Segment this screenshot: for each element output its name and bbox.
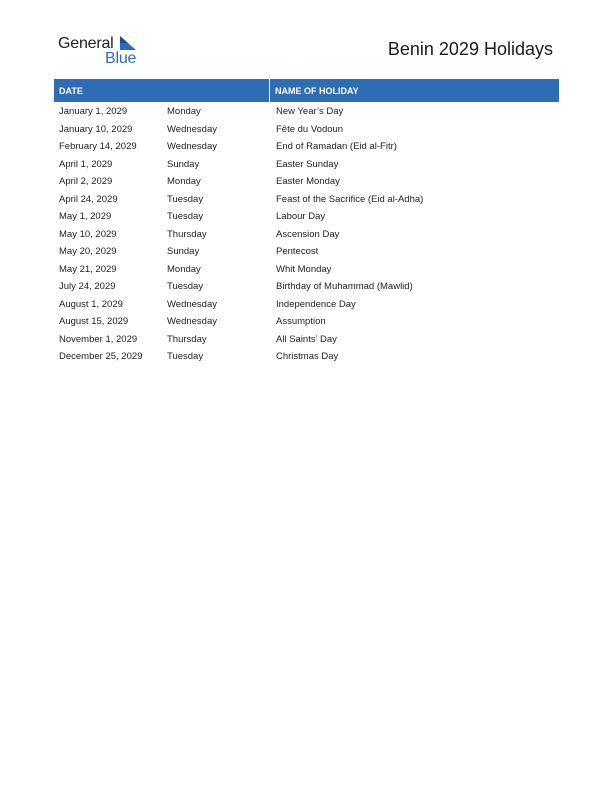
generalblue-logo bbox=[58, 33, 148, 69]
holiday-name: Assumption bbox=[276, 316, 326, 328]
holiday-weekday: Wednesday bbox=[167, 316, 217, 328]
table-row bbox=[54, 156, 559, 174]
holiday-name: Easter Monday bbox=[276, 176, 340, 188]
holiday-name: Feast of the Sacrifice (Eid al-Adha) bbox=[276, 193, 424, 205]
holiday-date: May 10, 2029 bbox=[59, 228, 117, 240]
table-row bbox=[54, 261, 559, 279]
logo-flag-icon bbox=[120, 36, 136, 50]
logo-word-blue: Blue bbox=[105, 50, 137, 67]
holiday-date: April 2, 2029 bbox=[59, 176, 113, 188]
holiday-name: Whit Monday bbox=[276, 263, 332, 275]
holiday-name: End of Ramadan (Eid al-Fitr) bbox=[276, 141, 397, 153]
table-row bbox=[54, 278, 559, 296]
table-row bbox=[54, 173, 559, 191]
holiday-weekday: Monday bbox=[167, 176, 201, 188]
column-header-date: DATE bbox=[54, 79, 270, 102]
holiday-name: Easter Sunday bbox=[276, 158, 339, 170]
holiday-weekday: Thursday bbox=[167, 333, 207, 345]
holiday-name: New Year’s Day bbox=[276, 106, 344, 118]
holiday-date: April 1, 2029 bbox=[59, 158, 113, 170]
holiday-date: January 1, 2029 bbox=[59, 106, 128, 118]
logo-word-general: General bbox=[58, 35, 114, 52]
holiday-date: May 1, 2029 bbox=[59, 211, 112, 223]
holiday-weekday: Sunday bbox=[167, 246, 200, 258]
holiday-name: Ascension Day bbox=[276, 228, 340, 240]
holiday-date: November 1, 2029 bbox=[59, 333, 138, 345]
table-body bbox=[54, 102, 559, 366]
table-row bbox=[54, 243, 559, 261]
table-row bbox=[54, 138, 559, 156]
column-header-name: NAME OF HOLIDAY bbox=[275, 85, 359, 96]
page-title: Benin 2029 Holidays bbox=[387, 39, 553, 59]
holiday-weekday: Tuesday bbox=[167, 193, 204, 205]
holiday-weekday: Thursday bbox=[167, 228, 207, 240]
holiday-weekday: Wednesday bbox=[167, 298, 217, 310]
holiday-date: May 20, 2029 bbox=[59, 246, 117, 258]
holiday-date: August 1, 2029 bbox=[59, 298, 123, 310]
holiday-date: August 15, 2029 bbox=[59, 316, 129, 328]
holiday-name: Christmas Day bbox=[276, 351, 339, 363]
table-row bbox=[54, 191, 559, 209]
table-row bbox=[54, 331, 559, 349]
holiday-name: Pentecost bbox=[276, 246, 319, 258]
holiday-weekday: Monday bbox=[167, 106, 201, 118]
holiday-name: Fête du Vodoun bbox=[276, 123, 344, 135]
holiday-date: December 25, 2029 bbox=[59, 351, 143, 363]
holiday-weekday: Monday bbox=[167, 263, 201, 275]
holiday-date: April 24, 2029 bbox=[59, 193, 118, 205]
holiday-date: February 14, 2029 bbox=[59, 141, 137, 153]
holiday-name: Independence Day bbox=[276, 298, 356, 310]
holiday-weekday: Tuesday bbox=[167, 351, 204, 363]
table-header bbox=[54, 79, 559, 102]
holiday-name: Birthday of Muhammad (Mawlid) bbox=[276, 281, 413, 293]
holiday-weekday: Wednesday bbox=[167, 123, 217, 135]
table-row bbox=[54, 208, 559, 226]
table-row bbox=[54, 103, 559, 121]
holiday-date: July 24, 2029 bbox=[59, 281, 116, 293]
holiday-weekday: Wednesday bbox=[167, 141, 217, 153]
table-row bbox=[54, 296, 559, 314]
table-row bbox=[54, 226, 559, 244]
holiday-date: May 21, 2029 bbox=[59, 263, 117, 275]
table-row bbox=[54, 313, 559, 331]
holiday-name: Labour Day bbox=[276, 211, 326, 223]
holiday-date: January 10, 2029 bbox=[59, 123, 133, 135]
holiday-weekday: Tuesday bbox=[167, 211, 204, 223]
holiday-weekday: Tuesday bbox=[167, 281, 204, 293]
holiday-table bbox=[54, 79, 559, 366]
table-row bbox=[54, 121, 559, 139]
holiday-name: All Saints’ Day bbox=[276, 333, 337, 345]
table-row bbox=[54, 348, 559, 366]
holiday-weekday: Sunday bbox=[167, 158, 200, 170]
